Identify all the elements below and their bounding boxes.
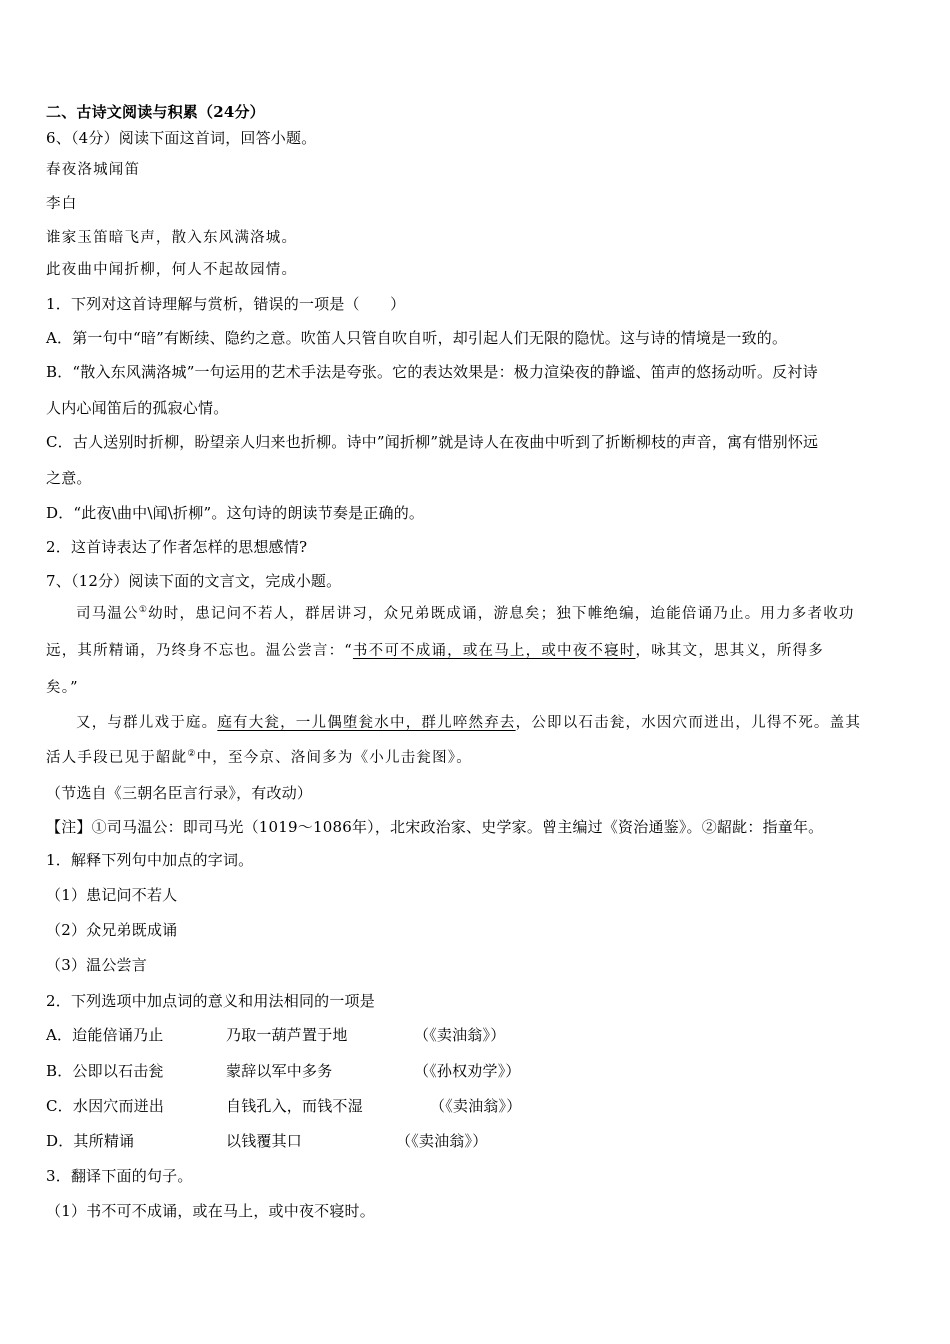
- option-source: （《卖油翁》）: [430, 1097, 522, 1115]
- poem-title: 春夜洛城闻笛: [46, 162, 141, 178]
- passage-text: 司马温公: [76, 606, 139, 622]
- poem-line-1: 谁家玉笛暗飞声，散入东风满洛城。: [46, 230, 298, 246]
- question-7-header: 7、（12分）阅读下面的文言文，完成小题。: [46, 572, 342, 590]
- q7-s1-item-1: （1）患记问不若人: [46, 886, 178, 904]
- option-left: C．水因穴而迸出: [46, 1097, 165, 1115]
- passage-p2-line-2: [46, 748, 910, 768]
- option-source: （《孙权劝学》）: [414, 1062, 521, 1080]
- option-left: D．其所精诵: [46, 1132, 135, 1150]
- option-mid: 蒙辞以军中多务: [226, 1062, 333, 1080]
- q7-sub-question-3: 3．翻译下面的句子。: [46, 1167, 193, 1185]
- question-6-header: 6、（4分）阅读下面这首词，回答小题。: [46, 129, 317, 147]
- passage-p1-line-3: 矣。”: [46, 680, 79, 696]
- passage-text: 中，至今京、洛间多为《小儿击瓮图》。: [196, 750, 472, 766]
- passage-source: （节选自《三朝名臣言行录》，有改动）: [46, 784, 313, 802]
- q6-option-d: D．“此夜\曲中\闻\折柳”。这句诗的朗读节奏是正确的。: [46, 504, 425, 522]
- q6-option-c-line-2: 之意。: [46, 469, 92, 487]
- footnote-marker-2: ②: [187, 749, 197, 759]
- option-source: （《卖油翁》）: [414, 1026, 506, 1044]
- passage-p2-line-1: [76, 713, 910, 733]
- passage-text: 远，其所精诵，乃终身不忘也。温公尝言：“: [46, 643, 353, 659]
- passage-text: 活人手段已见于龆龀: [46, 750, 188, 766]
- passage-text: ，公即以石击瓮，水因穴而迸出，儿得不死。盖其: [515, 715, 862, 731]
- footnote-marker-1: ①: [138, 605, 149, 615]
- option-mid: 自钱孔入，而钱不湿: [226, 1097, 363, 1115]
- q6-option-b-line-2: 人内心闻笛后的孤寂心情。: [46, 399, 229, 417]
- passage-text: 幼时，患记问不若人，群居讲习，众兄弟既成诵，游息矣；独下帷绝编，迨能倍诵乃止。用力多者收功: [148, 606, 855, 622]
- q6-option-a: A．第一句中“暗”有断续、隐约之意。吹笛人只管自吹自听，却引起人们无限的隐忧。这与诗的情境是一致的。: [46, 329, 788, 347]
- underlined-sentence: 书不可不成诵，或在马上，或中夜不寝时: [352, 643, 636, 659]
- q7-sub-question-1: 1．解释下列句中加点的字词。: [46, 851, 254, 869]
- underlined-sentence: 庭有大瓮，一儿偶堕瓮水中，群儿啐然弃去: [217, 715, 516, 731]
- option-mid: 乃取一葫芦置于地: [226, 1026, 348, 1044]
- q6-option-b-line-1: B．“散入东风满洛城”一句运用的艺术手法是夸张。它的表达效果是：极力渲染夜的静谧、笛声的悠扬动听。反衬诗: [46, 363, 818, 381]
- q6-sub-question-2: 2．这首诗表达了作者怎样的思想感情?: [46, 538, 308, 556]
- q6-sub-question-1: 1．下列对这首诗理解与赏析，错误的一项是（ ）: [46, 295, 406, 313]
- q7-s1-item-2: （2）众兄弟既成诵: [46, 921, 178, 939]
- section-title: 二、古诗文阅读与积累（24分）: [46, 103, 265, 121]
- option-mid: 以钱覆其口: [226, 1132, 303, 1150]
- q7-sub-question-2: 2．下列选项中加点词的意义和用法相同的一项是: [46, 992, 375, 1010]
- passage-p1-line-1: [76, 604, 910, 624]
- q7-s1-item-3: （3）温公尝言: [46, 956, 147, 974]
- poem-author: 李白: [46, 196, 78, 212]
- q7-s3-item-1: （1）书不可不成诵，或在马上，或中夜不寝时。: [46, 1202, 375, 1220]
- passage-text: 又，与群儿戏于庭。: [76, 715, 218, 731]
- option-left: B．公即以石击瓮: [46, 1062, 164, 1080]
- option-left: A．迨能倍诵乃止: [46, 1026, 164, 1044]
- passage-text: ，咏其文，思其义，所得多: [635, 643, 824, 659]
- poem-line-2: 此夜曲中闻折柳，何人不起故园情。: [46, 262, 298, 278]
- passage-note: 【注】①司马温公：即司马光（1019～1086年），北宋政治家、史学家。曾主编过《资治通鉴》。②龆龀：指童年。: [46, 818, 824, 836]
- option-source: （《卖油翁》）: [396, 1132, 488, 1150]
- passage-p1-line-2: [46, 641, 910, 661]
- q6-option-c-line-1: C．古人送别时折柳，盼望亲人归来也折柳。诗中”闻折柳”就是诗人在夜曲中听到了折断柳枝的声音，寓有惜别怀远: [46, 433, 819, 451]
